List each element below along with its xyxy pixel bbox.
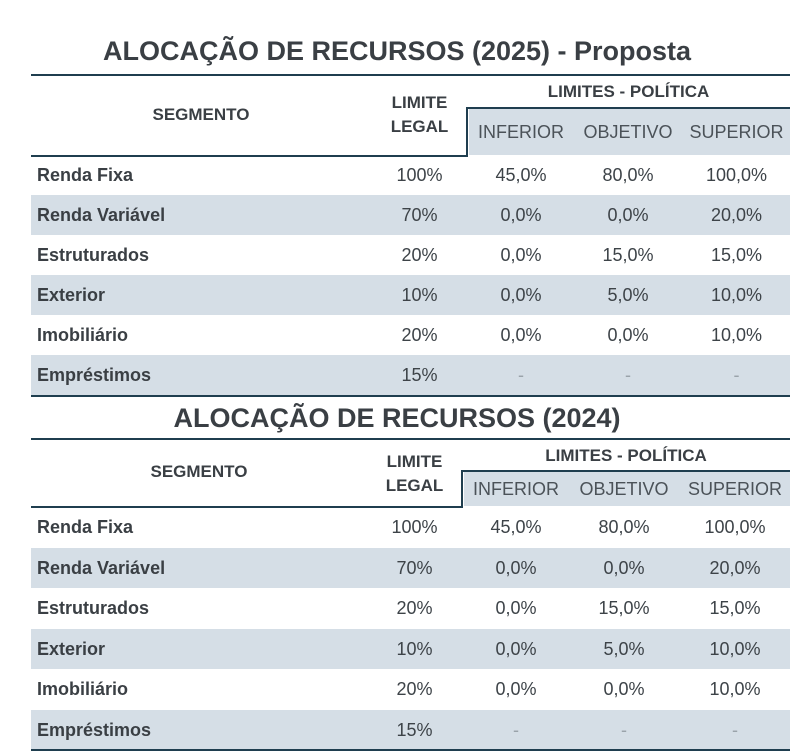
cell-superior: 10,0%	[710, 325, 763, 345]
table-row	[31, 710, 790, 750]
cell-limite-legal: 70%	[396, 558, 433, 578]
header-divider	[466, 107, 468, 156]
cell-superior: 20,0%	[709, 558, 761, 578]
bottom-rule	[31, 395, 790, 397]
header-objetivo: OBJETIVO	[579, 479, 669, 499]
cell-segmento: Exterior	[37, 285, 106, 305]
cell-inferior: 45,0%	[490, 517, 542, 537]
cell-segmento: Renda Fixa	[37, 165, 134, 185]
cell-objetivo: 15,0%	[598, 598, 650, 618]
table-row	[31, 507, 790, 547]
cell-superior: 15,0%	[710, 245, 763, 265]
cell-inferior: -	[518, 365, 524, 385]
header-limites-politica: LIMITES - POLÍTICA	[462, 443, 790, 469]
cell-limite-legal: 15%	[396, 720, 433, 740]
top-rule	[31, 438, 790, 440]
header-legal: LEGAL	[372, 115, 467, 139]
cell-limite-legal: 10%	[396, 639, 433, 659]
cell-superior: 100,0%	[704, 517, 766, 537]
cell-segmento: Renda Variável	[37, 205, 166, 225]
cell-inferior: 0,0%	[500, 325, 542, 345]
cell-limite-legal: 20%	[396, 679, 433, 699]
bottom-rule	[31, 749, 790, 751]
cell-objetivo: -	[625, 365, 631, 385]
cell-objetivo: 80,0%	[602, 165, 654, 185]
header-divider	[461, 470, 463, 508]
table-row	[31, 315, 790, 355]
cell-inferior: 45,0%	[495, 165, 547, 185]
cell-segmento: Estruturados	[37, 598, 150, 618]
cell-objetivo: 0,0%	[607, 205, 649, 225]
table-row	[31, 235, 790, 275]
cell-limite-legal: 100%	[391, 517, 438, 537]
cell-superior: 10,0%	[710, 285, 763, 305]
header-segmento: SEGMENTO	[31, 458, 367, 486]
table-row	[31, 629, 790, 669]
cell-inferior: -	[513, 720, 519, 740]
cell-inferior: 0,0%	[495, 679, 537, 699]
cell-inferior: 0,0%	[500, 285, 542, 305]
table-title: ALOCAÇÃO DE RECURSOS (2025) - Proposta	[102, 36, 692, 66]
cell-superior: 10,0%	[709, 679, 761, 699]
cell-objetivo: 0,0%	[603, 679, 645, 699]
cell-segmento: Empréstimos	[37, 720, 152, 740]
cell-objetivo: 80,0%	[598, 517, 650, 537]
cell-limite-legal: 70%	[401, 205, 438, 225]
table-row	[31, 195, 790, 235]
cell-segmento: Renda Variável	[37, 558, 166, 578]
cell-superior: 15,0%	[709, 598, 761, 618]
table-row	[31, 275, 790, 315]
cell-inferior: 0,0%	[495, 558, 537, 578]
cell-objetivo: 15,0%	[602, 245, 654, 265]
cell-objetivo: 5,0%	[603, 639, 645, 659]
cell-superior: -	[732, 720, 738, 740]
header-superior: SUPERIOR	[687, 479, 783, 499]
cell-superior: 20,0%	[710, 205, 763, 225]
table-row	[31, 548, 790, 588]
cell-superior: -	[733, 365, 740, 385]
cell-limite-legal: 20%	[401, 245, 438, 265]
header-limite: LIMITE	[372, 91, 467, 115]
cell-objetivo: -	[621, 720, 627, 740]
cell-superior: 100,0%	[705, 165, 768, 185]
table-row	[31, 155, 790, 195]
cell-inferior: 0,0%	[495, 639, 537, 659]
header-inferior: INFERIOR	[477, 122, 564, 142]
cell-limite-legal: 20%	[396, 598, 433, 618]
header-limites-politica: LIMITES - POLÍTICA	[467, 78, 790, 106]
cell-inferior: 0,0%	[500, 245, 542, 265]
cell-objetivo: 0,0%	[603, 558, 645, 578]
header-segmento: SEGMENTO	[31, 100, 371, 130]
top-rule	[31, 74, 790, 76]
cell-segmento: Renda Fixa	[37, 517, 134, 537]
header-limite: LIMITE	[367, 450, 462, 474]
table-title: ALOCAÇÃO DE RECURSOS (2024)	[173, 403, 621, 433]
cell-superior: 10,0%	[709, 639, 761, 659]
header-legal: LEGAL	[367, 474, 462, 498]
cell-segmento: Imobiliário	[37, 325, 129, 345]
cell-limite-legal: 10%	[401, 285, 438, 305]
table-row	[31, 588, 790, 628]
header-inferior: INFERIOR	[472, 479, 559, 499]
header-objetivo: OBJETIVO	[583, 122, 673, 142]
cell-segmento: Empréstimos	[37, 365, 152, 385]
cell-objetivo: 0,0%	[607, 325, 649, 345]
table-row	[31, 355, 790, 395]
table-row	[31, 669, 790, 709]
cell-segmento: Imobiliário	[37, 679, 129, 699]
cell-limite-legal: 100%	[396, 165, 443, 185]
cell-segmento: Exterior	[37, 639, 106, 659]
header-superior: SUPERIOR	[689, 122, 784, 142]
cell-limite-legal: 20%	[401, 325, 438, 345]
cell-segmento: Estruturados	[37, 245, 150, 265]
cell-inferior: 0,0%	[495, 598, 537, 618]
cell-inferior: 0,0%	[500, 205, 542, 225]
cell-objetivo: 5,0%	[607, 285, 649, 305]
cell-limite-legal: 15%	[401, 365, 438, 385]
